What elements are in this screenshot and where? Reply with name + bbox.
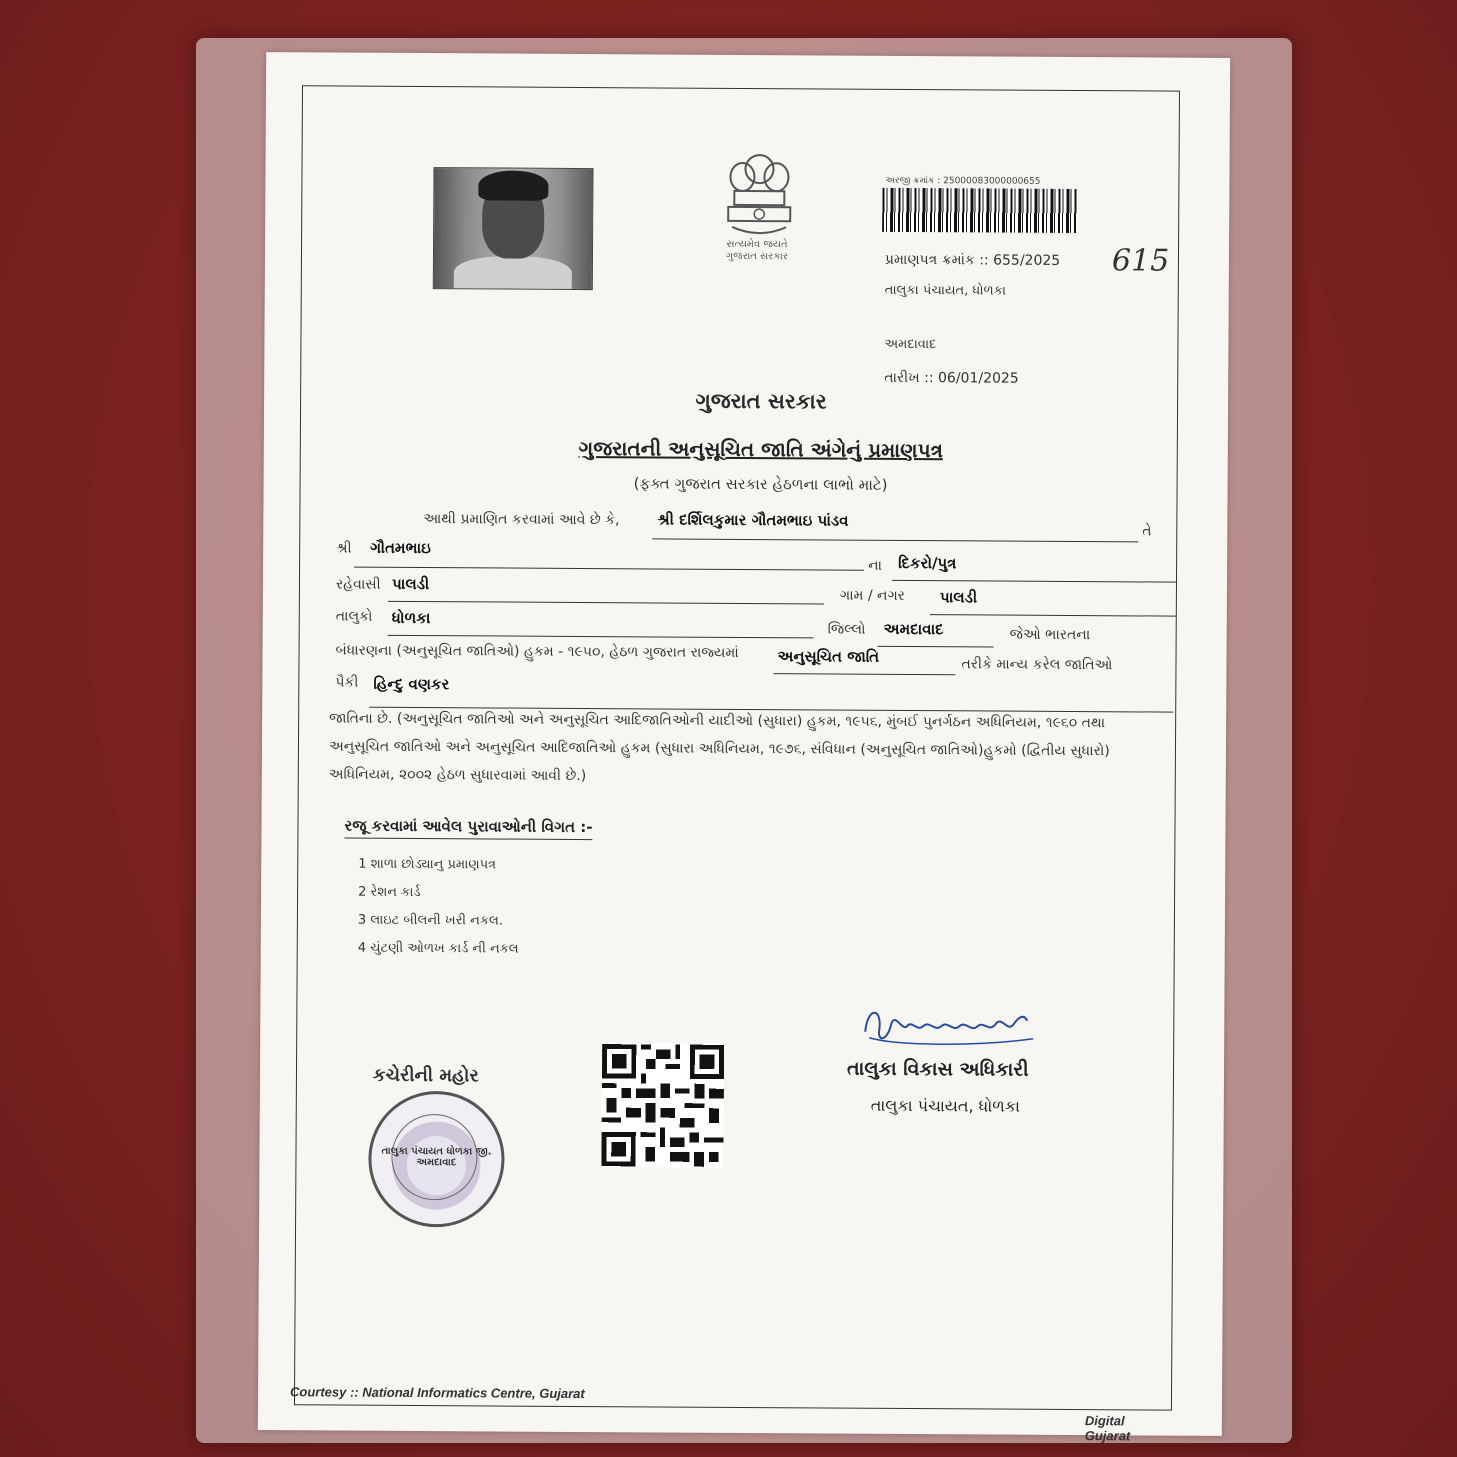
certificate-frame	[289, 85, 1180, 1444]
footer-digital-gujarat: Digital Gujarat	[1084, 1413, 1131, 1444]
father-name: ગૌતમભાઇ	[370, 538, 431, 558]
government-title: ગુજરાત સરકાર	[695, 388, 827, 414]
certificate-title: ગુજરાતની અનુસૂચિત જાતિ અંગેનું પ્રમાણપત્ર	[578, 435, 944, 463]
recognized-text: તરીકે માન્ય કરેલ જાતિઓ	[961, 656, 1113, 674]
village-underline	[930, 614, 1176, 617]
district-name: અમદાવાદ	[883, 619, 944, 639]
city: અમદાવાદ	[884, 336, 937, 353]
qr-code	[601, 1043, 724, 1168]
barcode	[882, 188, 1077, 233]
category: અનુસૂચિત જાતિ	[777, 647, 880, 666]
seal-title: કચેરીની મહોર	[372, 1064, 479, 1087]
district-underline	[878, 646, 994, 648]
evidence-item: 1 શાળા છોડ્યાનુ પ્રમાણપત્ર	[358, 856, 497, 873]
category-underline	[773, 673, 955, 675]
taluka-name: ધોળકા	[391, 608, 431, 628]
among-text: પૈકી	[335, 674, 359, 691]
taluka-underline	[388, 635, 814, 639]
seal-text: તાલુકા પંચાયત ધોળકા જી. અમદાવાદ	[381, 1145, 492, 1169]
footer-courtesy: Courtesy :: National Informatics Centre, Gujarat	[289, 1384, 585, 1402]
resident-place: પાલડી	[391, 574, 430, 594]
application-number: અરજી ક્રમાંક : 25000083000000655	[885, 175, 1041, 187]
signatory-title: તાલુકા વિકાસ અધિકારી	[846, 1057, 1029, 1081]
evidence-item: 3 લાઇટ બીલની ખરી નકલ.	[357, 912, 504, 929]
signature-scribble	[857, 1002, 1037, 1053]
bharat-text: જેઓ ભારતના	[1009, 626, 1091, 644]
signatory-office: તાલુકા પંચાયત, ધોળકા	[870, 1095, 1021, 1116]
relation: દિકરો/પુત્ર	[898, 553, 957, 573]
evidence-heading: રજૂ કરવામાં આવેલ પુરાવાઓની વિગત :-	[344, 817, 592, 841]
emblem-caption	[692, 239, 822, 264]
name-underline	[652, 538, 1138, 542]
caste-name: હિન્દુ વણકર	[373, 674, 450, 694]
emblem-motto: સત્યમેવ જયતે	[726, 238, 788, 251]
father-underline	[354, 567, 864, 571]
caste-certificate	[258, 52, 1230, 1444]
evidence-item: 2 રેશન કાર્ડ	[358, 884, 421, 901]
legal-paragraph: જાતિના છે. (અનુસૂચિત જાતિઓ અને અનુસૂચિત આદિજાતિઓની યાદીઓ (સુધારા) હુકમ, ૧૯૫૬, મુંબઈ પુનર્ગઠન અધિનિયમ, ૧૯૬૦ તથા અનુસૂચિત જાતિઓ અને અનુસૂચિત આદિજાતિઓ હુકમ (સુધારા અધિનિયમ, ૧૯૭૬, સંવિધાન (અનુસૂચિત જાતિઓ)હુકમો (દ્વિતીય સુધારો) અધિનિયમ, ૨૦૦૨ હેઠળ સુધારવામાં આવી છે.)	[328, 710, 1110, 785]
taluka-label: તાલુકો	[335, 608, 373, 625]
te-text: તે	[1142, 523, 1152, 540]
evidence-item: 4 ચુંટણી ઓળખ કાર્ડ ની નકલ	[357, 940, 519, 957]
order-text: બંધારણના (અનુસૂચિત જાતિઓ) હુકમ - ૧૯૫૦, હેઠળ ગુજરાત રાજ્યમાં	[335, 642, 739, 661]
village-name: પાલડી	[939, 588, 978, 607]
resident-label: રહેવાસી	[335, 576, 381, 593]
issue-date: તારીખ :: 06/01/2025	[884, 369, 1019, 387]
resident-underline	[388, 601, 824, 605]
certificate-note: (ફક્ત ગુજરાત સરકાર હેઠળના લાભો માટે)	[633, 474, 888, 494]
intro-text: આથી પ્રમાણિત કરવામાં આવે છે કે,	[423, 511, 620, 529]
certificate-number: પ્રમાણપત્ર ક્રમાંક :: 655/2025	[884, 251, 1061, 269]
emblem-government: ગુજરાત સરકાર	[725, 250, 789, 263]
office-line: તાલુકા પંચાયત, ધોળકા	[884, 282, 1007, 299]
office-seal	[368, 1091, 505, 1228]
na-text: ના	[868, 557, 883, 574]
village-label: ગામ / નગર	[839, 587, 906, 604]
district-label: જિલ્લો	[827, 621, 866, 638]
national-emblem-icon	[714, 147, 805, 244]
applicant-name: શ્રી દર્શિલકુમાર ગૌતમભાઇ પાંડવ	[657, 510, 849, 530]
relation-underline	[892, 580, 1176, 583]
handwritten-number: 615	[1111, 243, 1170, 279]
applicant-photo	[433, 167, 594, 290]
shri-text: શ્રી	[336, 540, 352, 557]
